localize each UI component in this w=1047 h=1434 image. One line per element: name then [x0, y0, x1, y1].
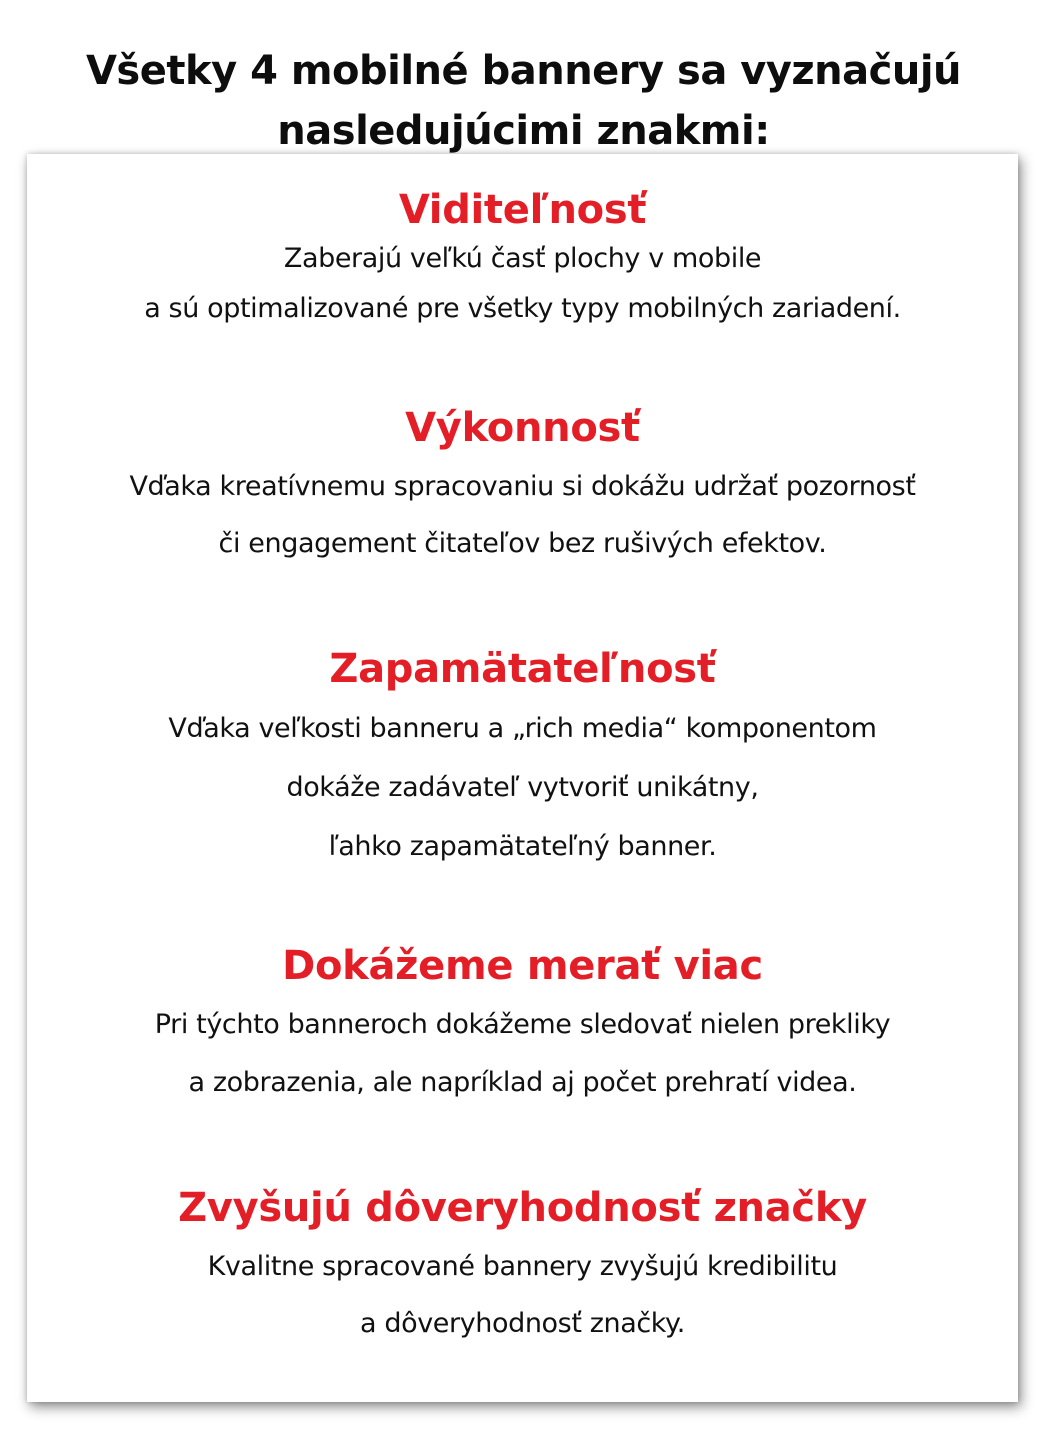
features-card: [27, 154, 1018, 1402]
feature-description: [27, 1238, 1018, 1352]
feature-description-line: ľahko zapamätateľný banner.: [328, 831, 717, 862]
feature-heading: Viditeľnosť: [398, 187, 647, 233]
feature-description-line: či engagement čitateľov bez rušivých efektov.: [218, 528, 827, 559]
feature-description-line: a sú optimalizované pre všetky typy mobilných zariadení.: [144, 293, 901, 324]
feature-description-line: Kvalitne spracované bannery zvyšujú kredibilitu: [207, 1251, 838, 1282]
feature-description: [27, 996, 1018, 1112]
feature-visibility: [27, 182, 1018, 334]
feature-heading: Zapamätateľnosť: [329, 646, 716, 692]
feature-description-line: a zobrazenia, ale napríklad aj počet prehratí videa.: [188, 1067, 857, 1098]
feature-measurement: [27, 938, 1018, 1112]
feature-memorability: [27, 641, 1018, 876]
page-title-line-2: nasledujúcimi znakmi:: [277, 107, 770, 154]
feature-description-line: a dôveryhodnosť značky.: [360, 1308, 685, 1339]
feature-description-line: Pri týchto banneroch dokážeme sledovať nielen prekliky: [154, 1009, 891, 1040]
feature-description-line: dokáže zadávateľ vytvoriť unikátny,: [286, 772, 759, 803]
feature-performance: [27, 400, 1018, 572]
feature-description-line: Vďaka veľkosti banneru a „rich media“ komponentom: [168, 713, 877, 744]
feature-heading: Výkonnosť: [405, 405, 640, 451]
feature-description: [27, 234, 1018, 334]
feature-description-line: Vďaka kreatívnemu spracovaniu si dokážu udržať pozornosť: [129, 471, 916, 502]
page-title: [0, 41, 1047, 161]
feature-heading: Zvyšujú dôveryhodnosť značky: [178, 1185, 867, 1231]
page-title-line-1: Všetky 4 mobilné bannery sa vyznačujú: [85, 47, 962, 94]
feature-description: [27, 699, 1018, 876]
feature-description-line: Zaberajú veľkú časť plochy v mobile: [283, 243, 762, 274]
feature-description: [27, 458, 1018, 572]
feature-brand-trust: [27, 1180, 1018, 1352]
feature-heading: Dokážeme merať viac: [282, 943, 763, 989]
